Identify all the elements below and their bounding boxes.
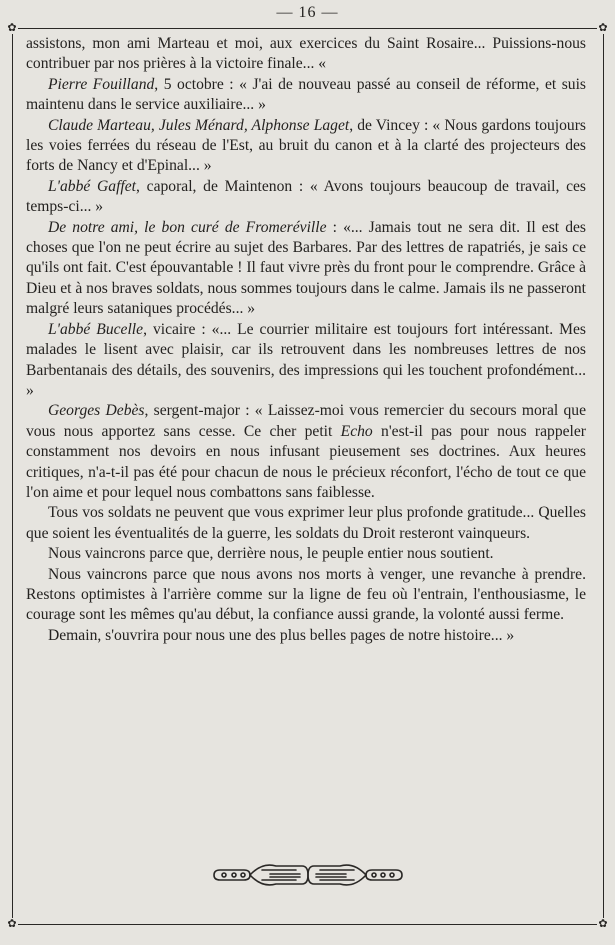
paragraph-text: Nous vaincrons parce que, derrière nous, le peuple entier nous soutient. (48, 545, 494, 563)
top-border-rule (12, 28, 603, 29)
correspondent-name: De notre ami, le bon curé de Fromeréville (48, 218, 327, 236)
paragraph-text: Nous vaincrons parce que nous avons nos morts à venger, une revanche à prendre. Restons optimistes à l'arrière comme sur la ligne de feu où l'entrain, l'enthousiasme, le courage sont les mêmes qu'au début, la confiance aussi grande, la volonté aussi ferme. (26, 565, 586, 624)
page-number: — 16 — (276, 4, 339, 21)
paragraph (26, 75, 586, 116)
paragraph-text: , caporal, de Maintenon : « Avons toujours beaucoup de travail, ces temps-ci... » (26, 177, 586, 216)
letter-text (26, 34, 586, 646)
paragraph (26, 177, 586, 218)
paragraph (26, 218, 586, 320)
paragraph-text: , vicaire : «... Le courrier militaire est toujours fort intéressant. Mes malades le lisent avec plaisir, car ils retrouvent dans les nombreuses lettres de nos Barbentanais des détails, des souvenirs, des impressions qui les touchent profondément... » (26, 320, 586, 399)
paragraph-text: Tous vos soldats ne peuvent que vous exprimer leur plus profonde gratitude... Quelles que soient les éventualités de la guerre, les soldats du Droit resteront vainqueurs. (26, 504, 586, 542)
paragraph (26, 401, 586, 503)
corner-flower-icon: ✿ (7, 917, 17, 930)
correspondent-name: Pierre Fouilland (48, 75, 155, 93)
correspondent-name: L'abbé Gaffet (48, 177, 137, 195)
paragraph (26, 320, 586, 402)
paragraph-text: n'est-il pas pour nous rappeler constamment nos devoirs en nous infusant pieusement ses doctrines. Aux heures critiques, n'a-t-il pas été pour chacun de nous le précieux réconfort, l'écho de tout ce que l'on aime et pour lequel nous combattons sans faiblesse. (26, 422, 586, 501)
paragraph-text: : «... Jamais tout ne sera dit. Il est des choses que l'on ne peut écrire au sujet des Barbares. Par des lettres de rapatriés, je sais ce qu'ils ont fait. C'est épouvantable ! Il faut vivre près du front pour le comprendre. Grâce à Dieu et à nos braves soldats, nous sommes toujours dans le calme. Jamais ils ne passeront malgré leurs sataniques procédés... » (26, 218, 587, 318)
corner-flower-icon: ✿ (598, 917, 608, 930)
paragraph (26, 626, 586, 646)
paragraph-text: assistons, mon ami Marteau et moi, aux exercices du Saint Rosaire... Puissions-nous contribuer par nos prières à la victoire finale... « (26, 35, 586, 73)
knot-ornament-icon (210, 860, 406, 890)
right-border-rule (603, 28, 604, 924)
paragraph (26, 544, 586, 564)
publication-title: Echo (340, 422, 373, 440)
paragraph-text: , de Vincey : « Nous gardons toujours les voies ferrées du réseau de l'Est, au bruit du canon et à la clarté des projecteurs des forts de Nancy et d'Epinal... » (26, 116, 586, 175)
paragraph (26, 565, 586, 626)
paragraph (26, 503, 586, 544)
corner-flower-icon: ✿ (7, 21, 17, 34)
paragraph-text: , 5 octobre : « J'ai de nouveau passé au conseil de réforme, et suis maintenu dans le service auxiliaire... » (26, 75, 586, 114)
paragraph-text: , sergent-major : « Laissez-moi vous remercier du secours moral que vous nous apportez sans cesse. Ce cher petit (26, 402, 587, 440)
paragraph-text: Demain, s'ouvrira pour nous une des plus belles pages de notre histoire... » (48, 626, 515, 644)
correspondent-name: Claude Marteau, Jules Ménard, Alphonse Laget (48, 116, 350, 134)
correspondent-name: L'abbé Bucelle (48, 320, 144, 338)
paragraph (26, 34, 586, 75)
correspondent-name: Georges Debès (48, 402, 145, 420)
corner-flower-icon: ✿ (598, 21, 608, 34)
left-border-rule (12, 28, 13, 924)
paragraph (26, 116, 586, 177)
bottom-border-rule (12, 924, 603, 925)
